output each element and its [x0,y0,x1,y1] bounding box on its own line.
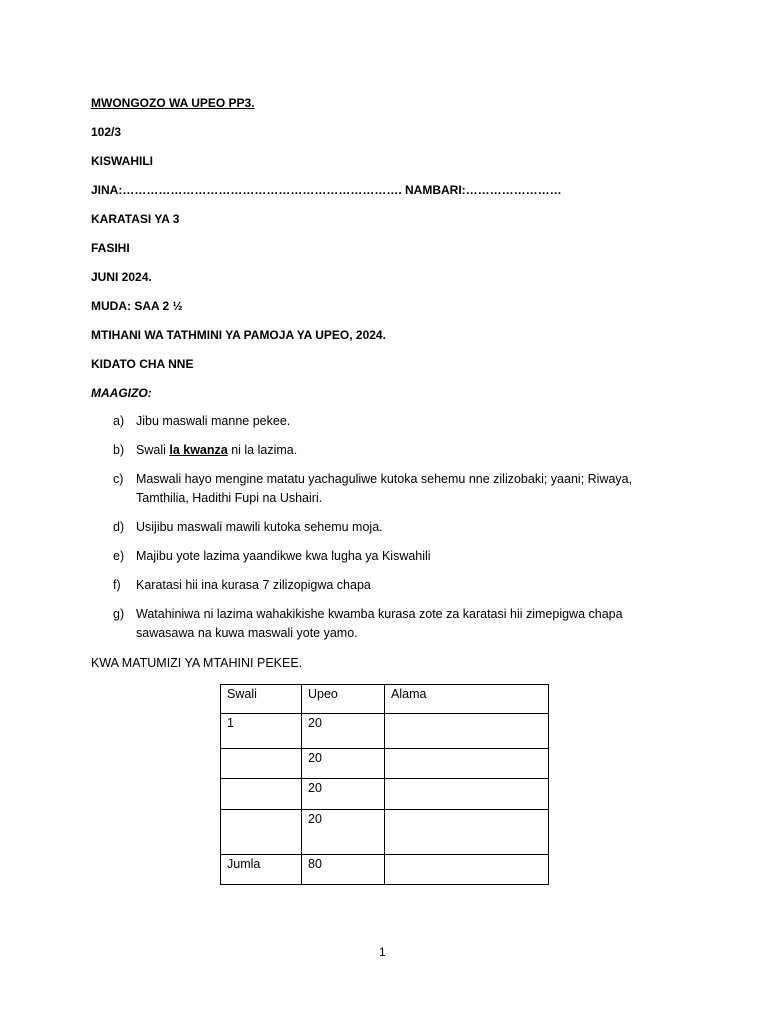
instruction-item [113,576,673,595]
item-text: Maswali hayo mengine matatu yachaguliwe kutoka sehemu nne zilizobaki; yaani; Riwaya, Tamthilia, Hadithi Fupi na Ushairi. [136,472,633,505]
topic: FASIHI [91,241,130,255]
name-number-line: JINA:……………………………………………………………. NAMBARI:…………………… [91,183,562,197]
item-text: Watahiniwa ni lazima wahakikishe kwamba kurasa zote za karatasi hii zimepigwa chapa sawasawa na kuwa maswali yote yamo. [136,607,623,640]
table-cell[interactable] [385,810,549,855]
instruction-item [113,412,673,431]
item-label: g) [113,607,125,621]
exam-date: JUNI 2024. [91,270,152,284]
item-label: f) [113,578,121,592]
table-cell[interactable] [385,779,549,810]
table-cell[interactable] [385,714,549,749]
page-number: 1 [379,945,386,959]
table-cell: 20 [302,749,385,779]
item-label: e) [113,549,125,563]
table-row [221,749,549,779]
instruction-item [113,547,673,566]
item-text: Majibu yote lazima yaandikwe kwa lugha ya Kiswahili [136,549,431,563]
table-cell: 1 [221,714,302,749]
emphasized-text: la kwanza [169,443,228,457]
instructions-heading: MAAGIZO: [91,386,152,400]
table-cell [221,810,302,855]
table-cell: 20 [302,810,385,855]
table-header-row [221,685,549,714]
table-cell: 20 [302,714,385,749]
table-row [221,779,549,810]
table-total-row [221,855,549,885]
table-row [221,714,549,749]
item-text: Usijibu maswali mawili kutoka sehemu moja. [136,520,383,534]
examiner-use-note: KWA MATUMIZI YA MTAHINI PEKEE. [91,656,303,670]
item-label: d) [113,520,125,534]
item-text: Karatasi hii ina kurasa 7 zilizopigwa chapa [136,578,371,592]
header-cell: Swali [221,685,302,714]
paper-code: 102/3 [91,125,122,139]
table-cell: 20 [302,779,385,810]
item-text: Jibu maswali manne pekee. [136,414,291,428]
exam-name: MTIHANI WA TATHMINI YA PAMOJA YA UPEO, 2024. [91,328,386,342]
table-cell [221,779,302,810]
instruction-item [113,441,673,460]
subject: KISWAHILI [91,154,153,168]
exam-duration: MUDA: SAA 2 ½ [91,299,183,313]
table-cell[interactable] [385,749,549,779]
item-label: b) [113,443,125,457]
item-text-pre: Swali [136,443,170,457]
header-cell: Alama [385,685,549,714]
marks-table [220,684,549,885]
header-cell: Upeo [302,685,385,714]
table-cell: 80 [302,855,385,885]
instruction-item [113,470,673,508]
table-cell: Jumla [221,855,302,885]
instruction-item [113,605,673,643]
item-text [136,441,673,460]
document-title: MWONGOZO WA UPEO PP3. [91,96,255,110]
item-label: c) [113,472,124,486]
item-text-post: ni la lazima. [227,443,298,457]
paper-number: KARATASI YA 3 [91,212,180,226]
table-cell[interactable] [385,855,549,885]
table-cell [221,749,302,779]
form-level: KIDATO CHA NNE [91,357,194,371]
table-row [221,810,549,855]
item-label: a) [113,414,125,428]
instruction-item [113,518,673,537]
